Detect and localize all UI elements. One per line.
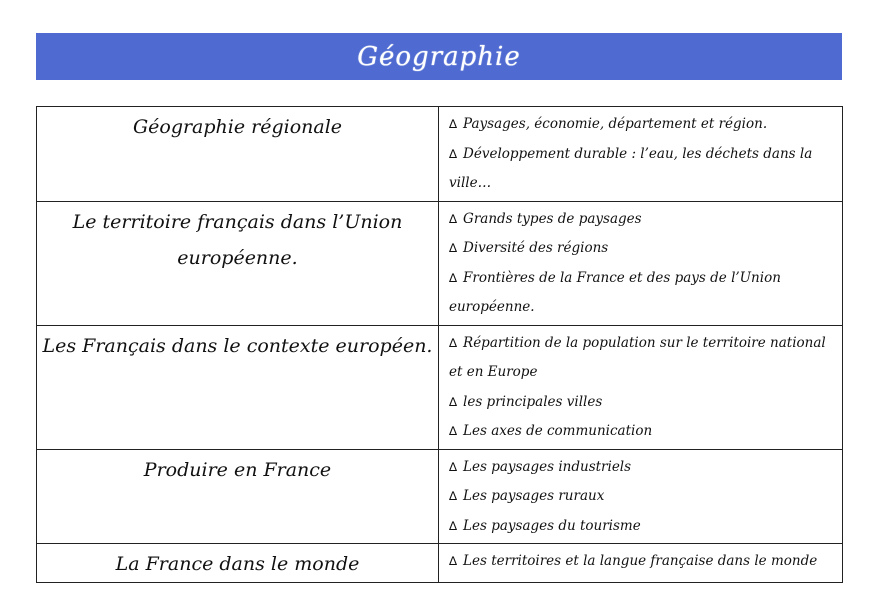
delta-icon: ∆ [449,554,458,568]
items-cell [439,201,843,325]
theme-cell [37,449,439,544]
theme-cell [37,107,439,202]
item-list [439,450,842,544]
items-cell [439,449,843,544]
list-item: ∆ Diversité des régions [449,240,609,256]
list-item: ∆ Les paysages industriels [449,458,632,475]
list-item: ∆ Les territoires et la langue française dans le monde [449,553,818,569]
delta-icon: ∆ [449,518,458,533]
list-item: ∆ Les paysages du tourisme [449,517,641,534]
title-banner [36,33,842,80]
theme-title: Géographie régionale [132,116,343,138]
table-row [37,107,843,202]
table-row [37,325,843,449]
table-row [37,449,843,544]
item-list [439,202,842,325]
list-item: ∆ Frontières de la France et des pays de l’Union européenne. [449,269,781,315]
item-list [439,326,842,449]
delta-icon: ∆ [449,211,458,226]
delta-icon: ∆ [449,270,458,285]
delta-icon: ∆ [449,459,458,474]
delta-icon: ∆ [449,335,458,350]
theme-title: La France dans le monde [115,553,360,575]
theme-title: Le territoire français dans l’Union européenne. [72,210,403,269]
items-cell [439,107,843,202]
list-item: ∆ Les axes de communication [449,423,653,439]
curriculum-table [36,106,843,583]
list-item: ∆ Répartition de la population sur le territoire national et en Europe [449,334,826,380]
theme-cell [37,325,439,449]
page-title: Géographie [357,41,521,72]
list-item: ∆ Développement durable : l’eau, les déchets dans la ville… [449,145,813,191]
table-row [37,544,843,583]
list-item: ∆ les principales villes [449,393,603,410]
delta-icon: ∆ [449,146,458,161]
items-cell [439,325,843,449]
delta-icon: ∆ [449,424,458,438]
item-list [439,107,842,201]
delta-icon: ∆ [449,394,458,409]
list-item: ∆ Paysages, économie, département et région. [449,116,768,132]
list-item: ∆ Les paysages ruraux [449,488,605,504]
theme-title: Produire en France [143,458,332,481]
list-item: ∆ Grands types de paysages [449,210,642,227]
theme-cell [37,544,439,583]
item-list [439,544,842,579]
delta-icon: ∆ [449,117,458,131]
delta-icon: ∆ [449,489,458,503]
theme-cell [37,201,439,325]
table-row [37,201,843,325]
theme-title: Les Français dans le contexte européen. [42,334,433,357]
delta-icon: ∆ [449,241,458,255]
items-cell [439,544,843,583]
